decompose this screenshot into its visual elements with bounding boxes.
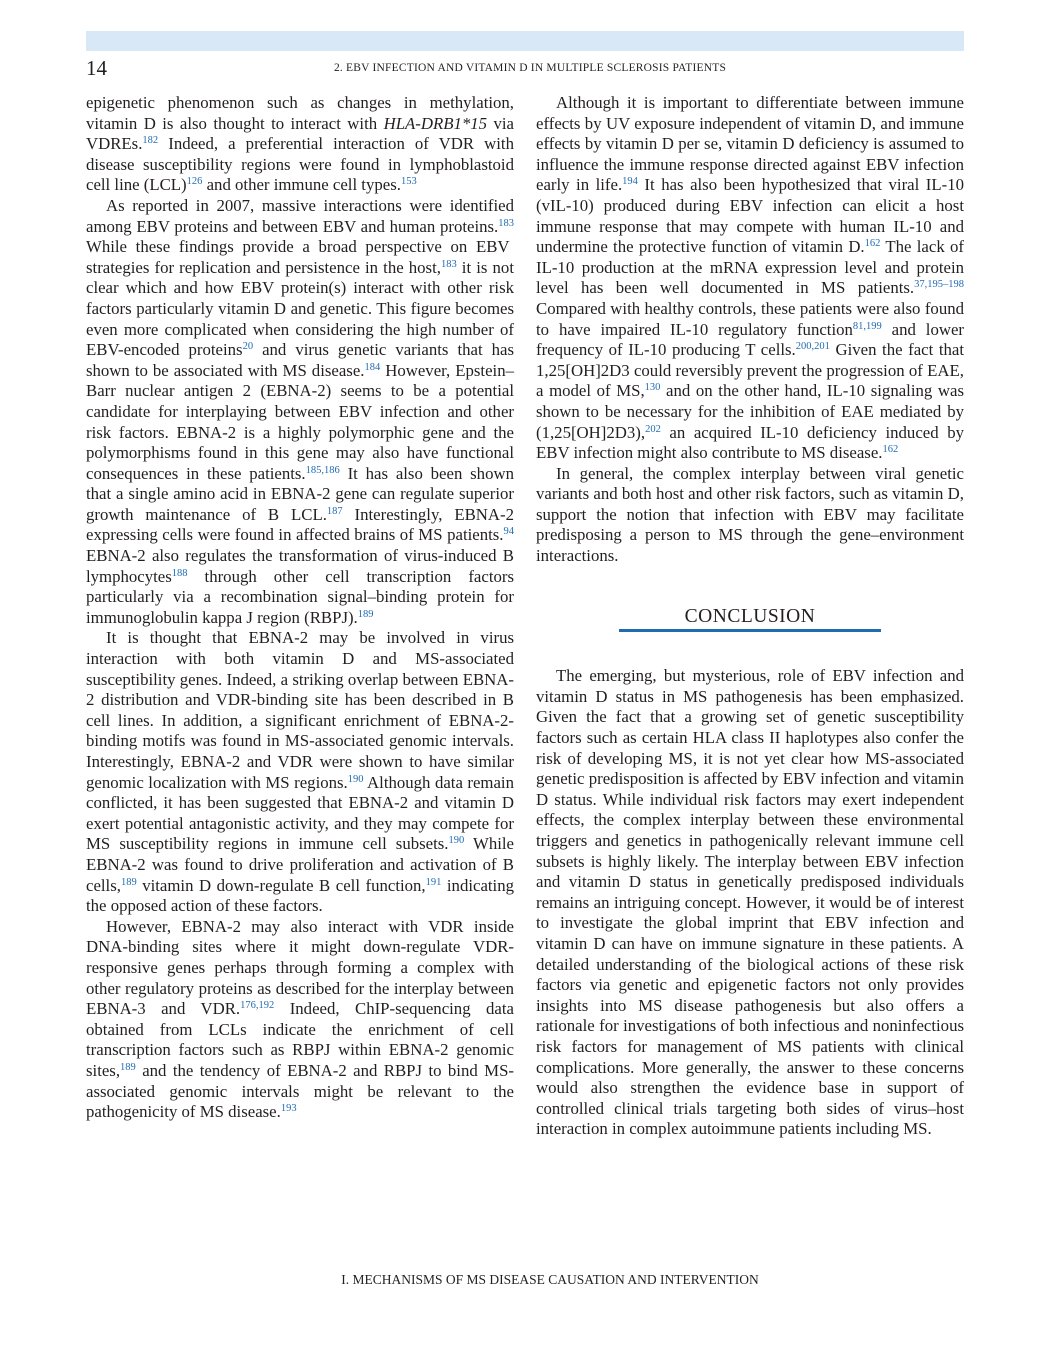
citation-link[interactable]: 190 bbox=[347, 773, 364, 785]
section-title: CONCLUSION bbox=[619, 607, 881, 633]
citation-link[interactable]: 187 bbox=[326, 505, 343, 517]
paragraph: Although it is important to differentiate between immune effects by UV exposure independent of vitamin D, and immune effects by vitamin D per se, vitamin D deficiency is assumed to influence the immune response directed against EBV infection early in life.$^{194}$ It has also been hypothesized that viral IL-10 (vIL-10) produced during EBV infection can elicit a host immune response that may compete with human IL-10 and undermine the protective function of vitamin D.$^{162}$ The lack of IL-10 production at the mRNA expression level and protein level has been well documented in MS patients.$^{37,195-198}$ Compared with healthy controls, these patients were also found to have impaired IL-10 regulatory function$^{81,199}$ and lower frequency of IL-10 producing T cells.$^{200,201}$ Given the fact that 1,25[OH]2D3 could reversibly prevent the progression of EAE, a model of MS,$^{130}$ and on the other hand, IL-10 signaling was shown to be necessary for the inhibition of EAE mediated by (1,25[OH]2D3),$^{202}$ an acquired IL-10 deficiency induced by EBV infection might also contribute to MS disease.$^{162}$ bbox=[536, 93, 964, 463]
paragraph: The emerging, but mysterious, role of EBV infection and vitamin D status in MS pathogenesis has been emphasized. Given the fact that a growing set of genetic susceptibility factors such as certain HLA class II haplotypes also confer the risk of developing MS, it is not yet clear how MS-associated genetic predisposition is affected by EBV infection and vitamin D status. While individual risk factors may exert independent effects, the complex interplay between these environmental triggers and genetics in pathogenically relevant immune cell subsets is highly likely. The interplay between EBV infection and vitamin D status in genetically predisposed individuals remains an intriguing concept. However, it would be of interest to investigate the global imprint that EBV infection and vitamin D can have on immune signature in these patients. A detailed understanding of the biological actions of these risk factors via genetic and epigenetic factors not only provides insights into MS disease pathogenesis but also offers a rationale for investigations of both infectious and noninfectious risk factors for management of MS patients with clinical complications. More generally, the answer to these concerns would also strengthen the evidence base in support of controlled clinical trials targeting both sides of virus–host interaction in complex autoimmune patients including MS. bbox=[536, 666, 964, 1139]
citation-link[interactable]: 184 bbox=[364, 361, 381, 373]
citation-link[interactable]: 188 bbox=[171, 567, 188, 579]
header-bar bbox=[86, 31, 964, 51]
citation-link[interactable]: 162 bbox=[864, 238, 881, 250]
citation-link[interactable]: 126 bbox=[186, 176, 203, 188]
paragraph: As reported in 2007, massive interactions were identified among EBV proteins and between EBV and human proteins.$^{183}$ While these findings provide a broad perspective on EBV strategies for replication and persistence in the host,$^{183}$ it is not clear which and how EBV protein(s) interact with other risk factors particularly vitamin D and genetic. This figure becomes even more complicated when considering the high number of EBV-encoded proteins$^{20}$ and virus genetic variants that has shown to be associated with MS disease.$^{184}$ However, Epstein–Barr nuclear antigen 2 (EBNA-2) seems to be a potential candidate for interplaying between EBV infection and other risk factors. EBNA-2 is a highly polymorphic gene and the polymorphisms found in this gene may also have functional consequences in these patients.$^{185,186}$ It has also been shown that a single amino acid in EBNA-2 gene can regulate superior growth maintenance of B LCL.$^{187}$ Interestingly, EBNA-2 expressing cells were found in affected brains of MS patients.$^{94}$ EBNA-2 also regulates the transformation of virus-induced B lymphocytes$^{188}$ through other cell transcription factors particularly via a recombination signal–binding protein for immunoglobulin kappa J region (RBPJ).$^{189}$ bbox=[86, 195, 514, 627]
citation-link[interactable]: 81,199 bbox=[852, 320, 882, 332]
citation-link[interactable]: 182 bbox=[142, 135, 159, 147]
footer-part-title: I. MECHANISMS OF MS DISEASE CAUSATION AND INTERVENTION bbox=[341, 1272, 759, 1287]
citation-link[interactable]: 191 bbox=[425, 876, 442, 888]
right-column bbox=[536, 93, 964, 1140]
citation-link[interactable]: 189 bbox=[120, 1061, 136, 1073]
citation-link[interactable]: 200,201 bbox=[795, 341, 830, 353]
citation-link[interactable]: 176,192 bbox=[240, 1000, 275, 1012]
citation-link[interactable]: 190 bbox=[448, 835, 465, 847]
citation-link[interactable]: 189 bbox=[120, 876, 137, 888]
citation-link[interactable]: 183 bbox=[498, 217, 514, 229]
citation-link[interactable]: 202 bbox=[645, 423, 661, 435]
citation-link[interactable]: 193 bbox=[280, 1103, 297, 1115]
paragraph: However, EBNA-2 may also interact with VDR inside DNA-binding sites where it might down-regulate VDR-responsive genes perhaps through forming a complex with other regulatory proteins as described for the interplay between EBNA-3 and VDR.$^{176,192}$ Indeed, ChIP-sequencing data obtained from LCLs indicate the enrichment of cell transcription factors such as RBPJ within EBNA-2 genomic sites,$^{189}$ and the tendency of EBNA-2 and RBPJ to bind MS-associated genomic intervals might be relevant to the pathogenicity of MS disease.$^{193}$ bbox=[86, 916, 514, 1122]
running-title: 2. EBV INFECTION AND VITAMIN D IN MULTIPLE SCLEROSIS PATIENTS bbox=[333, 62, 727, 74]
citation-link[interactable]: 37,195–198 bbox=[914, 279, 964, 291]
citation-link[interactable]: 94 bbox=[503, 526, 514, 538]
citation-link[interactable]: 189 bbox=[357, 608, 374, 620]
citation-link[interactable]: 153 bbox=[400, 176, 417, 188]
citation-link[interactable]: 20 bbox=[242, 341, 254, 353]
citation-link[interactable]: 194 bbox=[622, 176, 638, 188]
paragraph: It is thought that EBNA-2 may be involved in virus interaction with both vitamin D and MS-associated susceptibility genes. Indeed, a striking overlap between EBNA-2 distribution and VDR-binding site has been described in B cell lines. In addition, a significant enrichment of EBNA-2-binding motifs was found in MS-associated genomic intervals. Interestingly, EBNA-2 and VDR were shown to have similar genomic localization with MS regions.$^{190}$ Although data remain conflicted, it has been suggested that EBNA-2 and vitamin D exert potential antagonistic activity, and they may compete for MS susceptibility regions in immune cell subsets.$^{190}$ While EBNA-2 was found to drive proliferation and activation of B cells,$^{189}$ vitamin D down-regulate B cell function,$^{191}$ indicating the opposed action of these factors. bbox=[86, 628, 514, 916]
paragraph: epigenetic phenomenon such as changes in methylation, vitamin D is also thought to interact with HLA-DRB1*15 via VDREs.$^{182}$ Indeed, a preferential interaction of VDR with disease susceptibility regions were found in lymphoblastoid cell line (LCL)$^{126}$ and other immune cell types.$^{153}$ bbox=[86, 93, 514, 195]
citation-link[interactable]: 183 bbox=[440, 258, 457, 270]
citation-link[interactable]: 130 bbox=[644, 382, 661, 394]
left-column bbox=[86, 93, 514, 1123]
citation-link[interactable]: 162 bbox=[882, 444, 899, 456]
paragraph: In general, the complex interplay between viral genetic variants and both host and other risk factors, such as vitamin D, support the notion that infection with EBV may facilitate predisposing a person to MS through the gene–environment interactions. bbox=[536, 463, 964, 566]
citation-link[interactable]: 185,186 bbox=[305, 464, 340, 476]
page-number: 14 bbox=[86, 56, 107, 80]
